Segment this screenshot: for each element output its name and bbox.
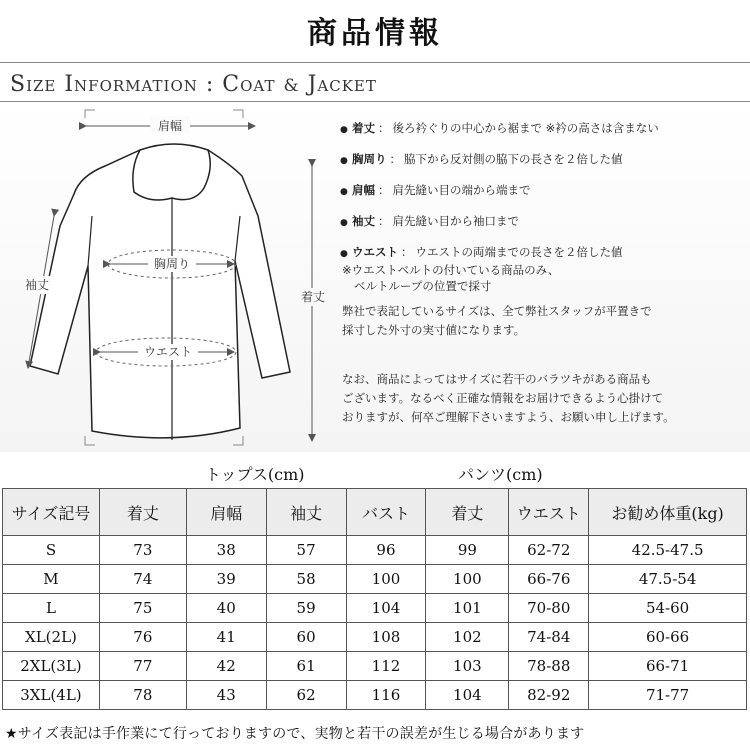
paragraph-line: ございます。なるべく正確な情報をお届けできるよう心掛けて	[342, 391, 664, 405]
table-cell: 66-76	[509, 565, 589, 594]
table-cell: 39	[186, 565, 266, 594]
size-code-cell: L	[3, 594, 100, 623]
table-cell: 100	[426, 565, 509, 594]
table-cell: 78	[99, 681, 186, 710]
definition-item	[340, 213, 745, 231]
table-cell: 40	[186, 594, 266, 623]
disclaimer-paragraph	[340, 370, 745, 427]
definition-text: 後ろ衿ぐりの中心から裾まで ※衿の高さは含まない	[392, 121, 659, 135]
waist-label: ウエスト	[143, 345, 193, 359]
table-row	[3, 623, 747, 652]
paragraph-line: なお、商品によってはサイズに若干のバラツキがある商品も	[342, 372, 652, 386]
coat-diagram	[0, 106, 328, 449]
shoulder-label: 肩幅	[157, 119, 183, 133]
definition-separator: ：	[401, 245, 413, 259]
definition-key: ウエスト	[352, 245, 398, 259]
table-cell: 38	[186, 536, 266, 565]
subtitle	[10, 72, 377, 97]
definition-key: 袖丈	[352, 214, 375, 228]
column-header: 肩幅	[186, 489, 266, 536]
waist-note: ※ウエストベルトの付いている商品のみ、	[342, 263, 560, 277]
subtitle-tail: Jacket	[307, 72, 377, 97]
waist-note: ベルトループの位置で採寸	[354, 279, 492, 293]
definition-item	[340, 182, 745, 200]
size-code-cell: 2XL(3L)	[3, 652, 100, 681]
subtitle-amp: &	[283, 76, 300, 96]
divider	[0, 62, 750, 63]
pants-heading: パンツ(cm)	[458, 465, 543, 484]
column-header: 着丈	[99, 489, 186, 536]
table-cell: 73	[99, 536, 186, 565]
definition-separator: ：	[378, 121, 390, 135]
bullet-icon: ●	[340, 187, 348, 197]
length-label: 着丈	[300, 290, 326, 304]
definition-separator: ：	[389, 152, 401, 166]
definition-text: 肩先縫い目の端から端まで	[392, 183, 531, 197]
collar	[133, 144, 210, 200]
table-row	[3, 565, 747, 594]
table-row	[3, 652, 747, 681]
column-header: バスト	[346, 489, 426, 536]
table-cell: 60-66	[589, 623, 747, 652]
column-header: ウエスト	[509, 489, 589, 536]
table-cell: 41	[186, 623, 266, 652]
table-cell: 78-88	[509, 652, 589, 681]
bullet-icon: ●	[340, 156, 348, 166]
table-cell: 59	[266, 594, 346, 623]
size-table-body	[3, 536, 747, 710]
table-cell: 104	[346, 594, 426, 623]
table-cell: 116	[346, 681, 426, 710]
table-cell: 58	[266, 565, 346, 594]
definition-item	[340, 120, 745, 138]
chest-label: 胸周り	[153, 257, 191, 271]
paragraph-line: おりますが、何卒ご理解下さいますよう、お願い申し上げます。	[342, 410, 675, 424]
definition-key: 着丈	[352, 121, 375, 135]
size-code-cell: 3XL(4L)	[3, 681, 100, 710]
table-cell: 96	[346, 536, 426, 565]
paragraph-line: 弊社で表記しているサイズは、全て弊社スタッフが平置きで	[342, 304, 652, 318]
table-cell: 112	[346, 652, 426, 681]
table-cell: 76	[99, 623, 186, 652]
bullet-icon: ●	[340, 249, 348, 259]
table-cell: 108	[346, 623, 426, 652]
table-cell: 104	[426, 681, 509, 710]
table-cell: 54-60	[589, 594, 747, 623]
table-cell: 77	[99, 652, 186, 681]
table-cell: 74-84	[509, 623, 589, 652]
table-cell: 99	[426, 536, 509, 565]
table-cell: 70-80	[509, 594, 589, 623]
measurement-notes	[340, 120, 745, 427]
table-header-row	[3, 489, 747, 536]
definition-text: 肩先縫い目から袖口まで	[392, 214, 519, 228]
definition-item	[340, 151, 745, 169]
bullet-icon: ●	[340, 125, 348, 135]
table-cell: 66-71	[589, 652, 747, 681]
table-cell: 62	[266, 681, 346, 710]
divider	[0, 101, 750, 102]
table-cell: 71-77	[589, 681, 747, 710]
size-table	[2, 488, 747, 710]
definition-item	[340, 244, 745, 262]
paragraph-line: 採寸した外寸の実寸値になります。	[342, 323, 526, 337]
definition-key: 肩幅	[352, 183, 375, 197]
table-row	[3, 681, 747, 710]
size-code-cell: XL(2L)	[3, 623, 100, 652]
bullet-icon: ●	[340, 218, 348, 228]
sleeve-label: 袖丈	[24, 278, 50, 292]
tops-heading: トップス(cm)	[205, 465, 305, 484]
size-code-cell: S	[3, 536, 100, 565]
table-cell: 43	[186, 681, 266, 710]
table-cell: 74	[99, 565, 186, 594]
subtitle-main: Size Information : Coat	[10, 72, 276, 97]
footnote: ★サイズ表記は手作業にて行っておりますので、実物と若干の誤差が生じる場合があります	[5, 726, 585, 742]
table-cell: 61	[266, 652, 346, 681]
table-cell: 82-92	[509, 681, 589, 710]
table-cell: 42	[186, 652, 266, 681]
definition-key: 胸周り	[352, 152, 387, 166]
table-cell: 47.5-54	[589, 565, 747, 594]
definition-text: 脇下から反対側の脇下の長さを２倍した値	[404, 152, 623, 166]
table-cell: 100	[346, 565, 426, 594]
table-cell: 42.5-47.5	[589, 536, 747, 565]
column-header: サイズ記号	[3, 489, 100, 536]
column-header: 袖丈	[266, 489, 346, 536]
table-cell: 62-72	[509, 536, 589, 565]
table-cell: 102	[426, 623, 509, 652]
column-header: お勧め体重(kg)	[589, 489, 747, 536]
table-row	[3, 536, 747, 565]
column-header: 着丈	[426, 489, 509, 536]
table-cell: 75	[99, 594, 186, 623]
table-cell: 101	[426, 594, 509, 623]
table-cell: 60	[266, 623, 346, 652]
table-section-heads	[0, 462, 750, 486]
table-row	[3, 594, 747, 623]
table-cell: 57	[266, 536, 346, 565]
table-cell: 103	[426, 652, 509, 681]
definition-text: ウエストの両端までの長さを２倍した値	[415, 245, 623, 259]
size-code-cell: M	[3, 565, 100, 594]
page-title: 商品情報	[307, 16, 443, 51]
definition-separator: ：	[378, 183, 390, 197]
measurement-paragraph	[340, 302, 745, 340]
definition-separator: ：	[378, 214, 390, 228]
